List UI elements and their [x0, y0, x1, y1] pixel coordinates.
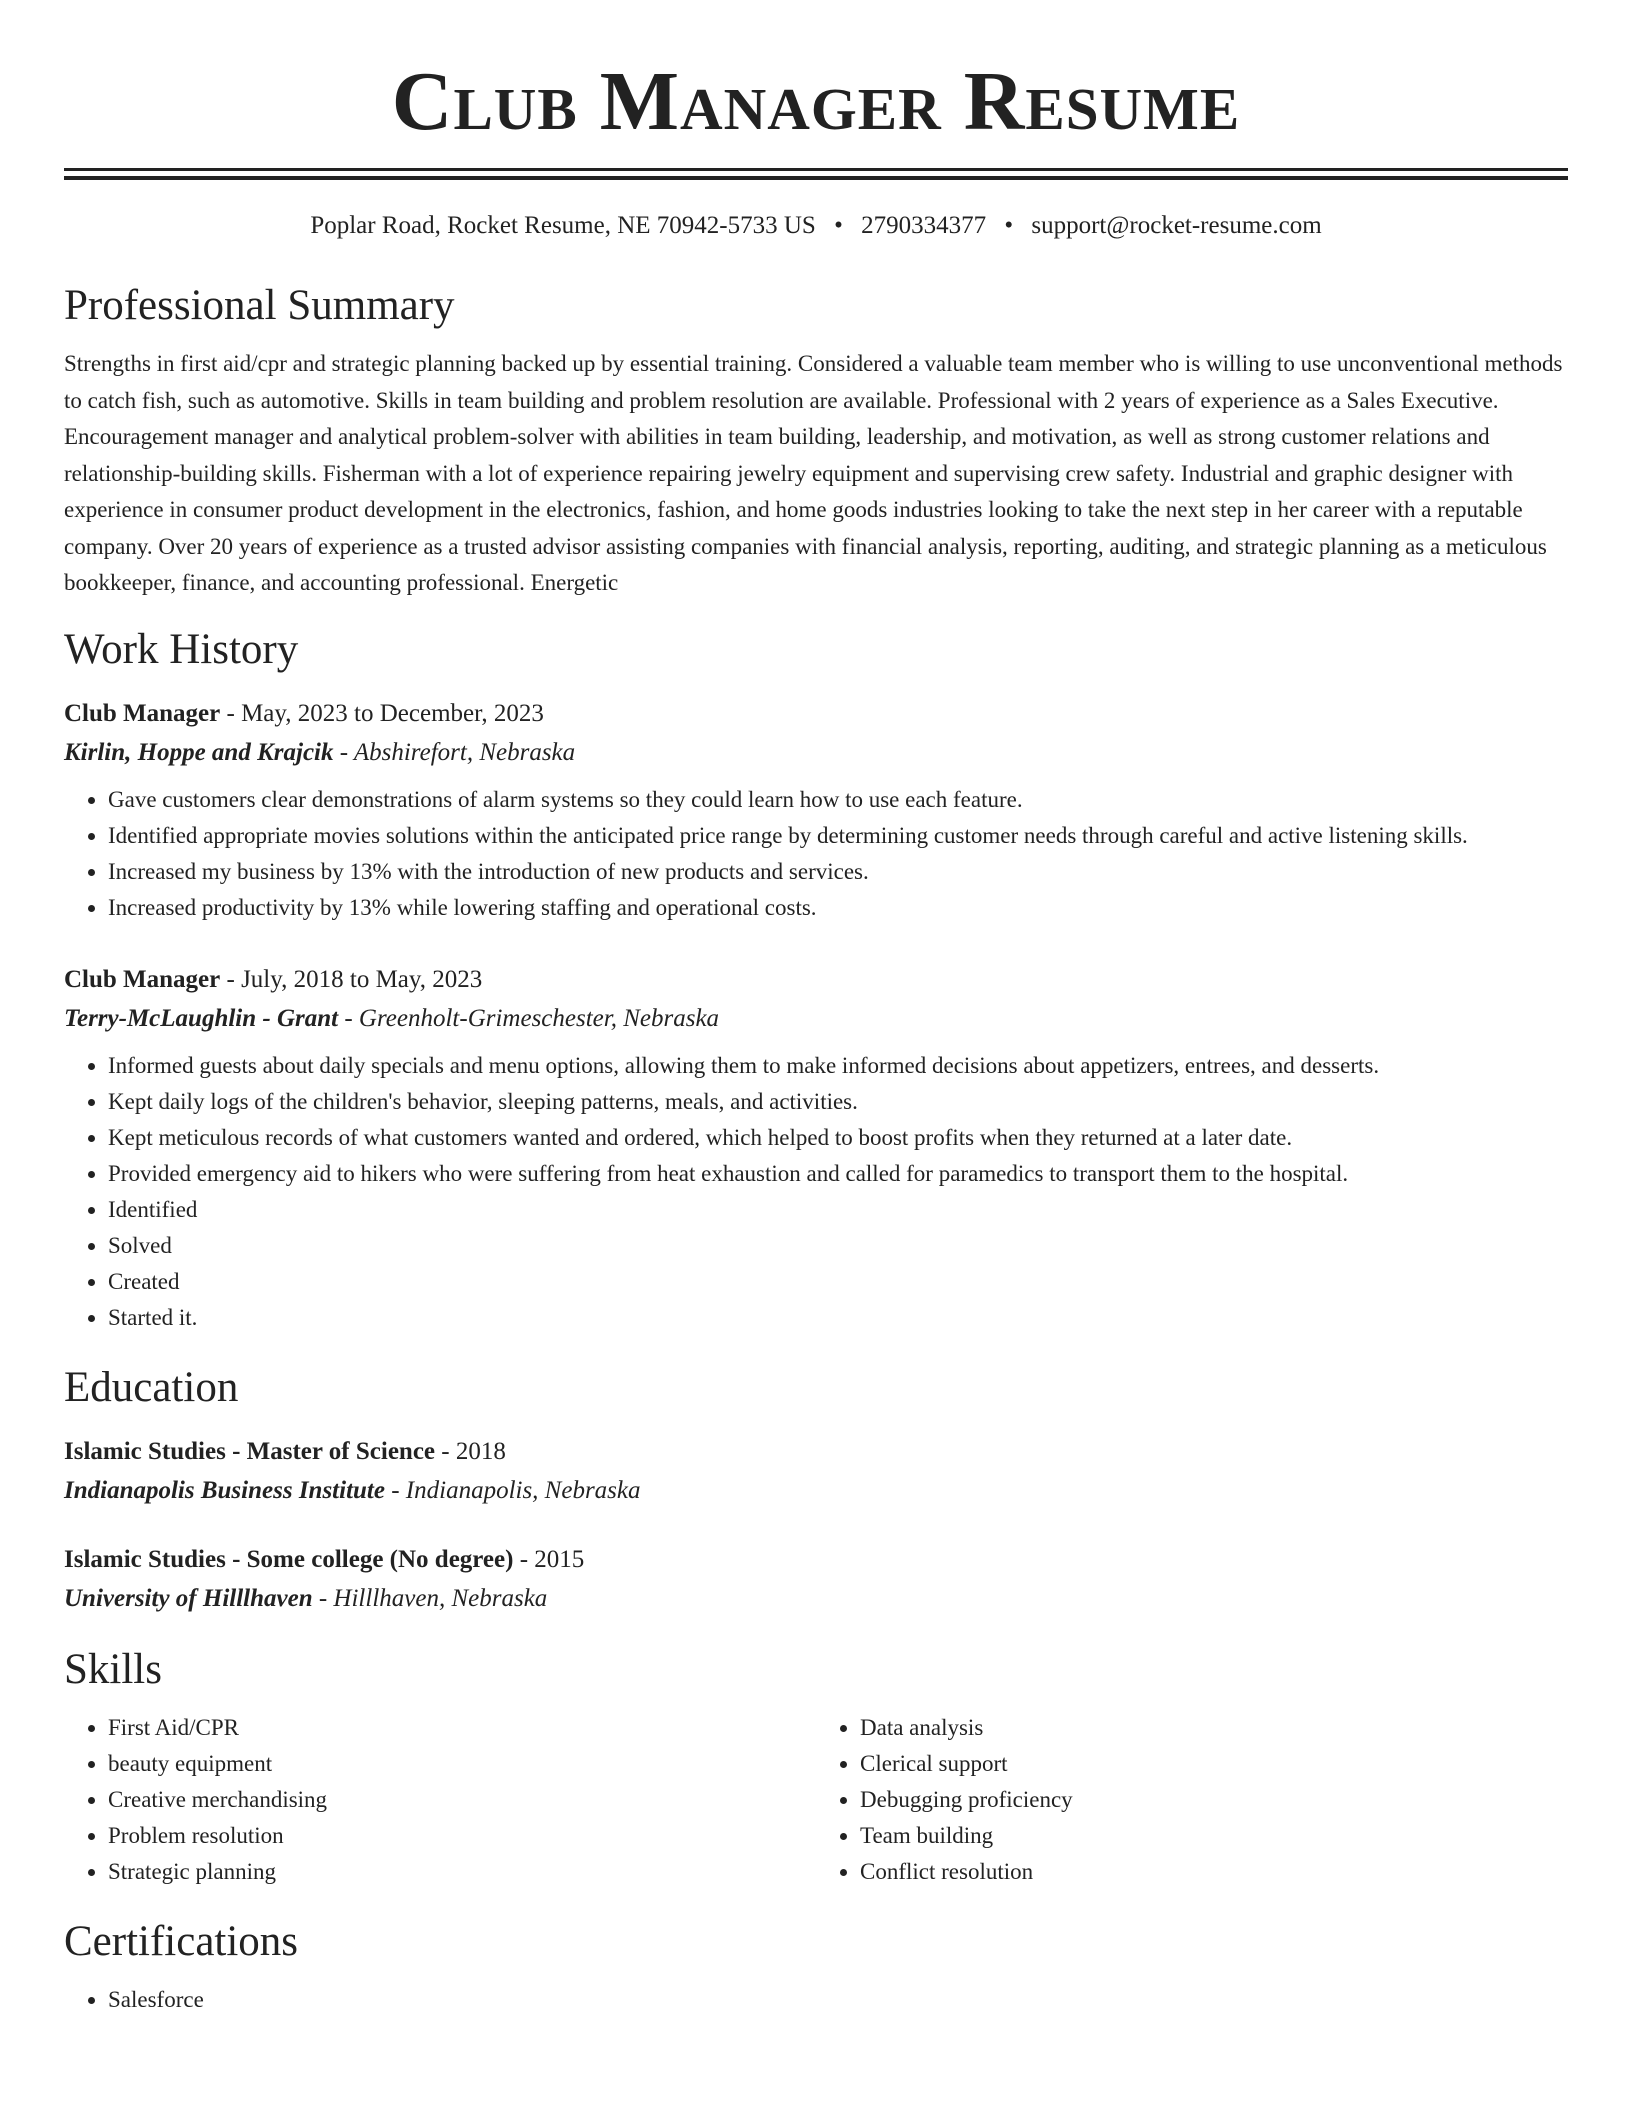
list-item: • Solved [108, 1228, 1568, 1264]
list-item: • Provided emergency aid to hikers who were suffering from heat exhaustion and called for paramedics to transport them to the hospital. [108, 1156, 1568, 1192]
list-item: • Created [108, 1264, 1568, 1300]
skill-item: • Clerical support [860, 1746, 1568, 1782]
summary-section [64, 276, 1568, 602]
list-item: • Gave customers clear demonstrations of alarm systems so they could learn how to use each feature. [108, 782, 1568, 818]
skill-item: • Team building [860, 1818, 1568, 1854]
school-location: - Indianapolis, Nebraska [384, 1476, 641, 1504]
skills-column-right [816, 1710, 1568, 1890]
contact-phone: 2790334377 [861, 212, 987, 239]
degree: Islamic Studies - Master of Science [64, 1437, 436, 1465]
skills-list [816, 1710, 1568, 1890]
skills-list [64, 1710, 816, 1890]
school-name: University of Hilllhaven [64, 1584, 313, 1612]
job-bullets [64, 782, 1568, 926]
section-heading: Certifications [64, 1917, 299, 1965]
contact-separator: • [834, 212, 843, 239]
contact-separator: • [1004, 212, 1014, 239]
degree-year: - 2018 [435, 1437, 506, 1465]
skill-item: • Problem resolution [108, 1818, 816, 1854]
school-location: - Hilllhaven, Nebraska [312, 1584, 548, 1612]
skills-section [64, 1640, 1568, 1890]
degree-line [64, 1540, 1568, 1579]
education-entry [64, 1540, 1568, 1618]
job-company-line [64, 999, 1568, 1038]
skill-item: • beauty equipment [108, 1746, 816, 1782]
section-heading: Education [64, 1363, 239, 1411]
school-name: Indianapolis Business Institute [64, 1476, 385, 1504]
list-item: • Kept daily logs of the children's behavior, sleeping patterns, meals, and activities. [108, 1084, 1568, 1120]
skills-grid [64, 1710, 1568, 1890]
skill-item: • Conflict resolution [860, 1854, 1568, 1890]
section-heading: Work History [64, 625, 299, 673]
skill-item: • First Aid/CPR [108, 1710, 816, 1746]
section-heading: Professional Summary [64, 282, 455, 329]
job-entry [64, 694, 1568, 926]
job-company: Terry-McLaughlin - Grant [64, 1004, 339, 1032]
job-title-line [64, 694, 1568, 733]
list-item: • Increased productivity by 13% while lowering staffing and operational costs. [108, 890, 1568, 926]
school-line [64, 1579, 1568, 1618]
job-bullets [64, 1048, 1568, 1336]
skill-item: • Strategic planning [108, 1854, 816, 1890]
skills-column-left [64, 1710, 816, 1890]
summary-text: Strengths in first aid/cpr and strategic planning backed up by essential training. Considered a valuable team member who is willing to use unconventional methods to catch fish, such as automotive. Skills in team building and problem resolution are available. Professional with 2 years of experience as a Sales Executive. Encouragement manager and analytical problem-solver with abilities in team building, leadership, and motivation, as well as strong customer relations and relationship-building skills. Fisherman with a lot of experience repairing jewelry equipment and supervising crew safety. Industrial and graphic designer with experience in consumer product development in the electronics, fashion, and home goods industries looking to take the next step in her career with a reputable company. Over 20 years of experience as a trusted advisor assisting companies with financial analysis, reporting, auditing, and strategic planning as a meticulous bookkeeper, finance, and accounting professional. Energetic [64, 351, 1563, 595]
job-title: Club Manager [64, 965, 221, 993]
skill-item: • Data analysis [860, 1710, 1568, 1746]
page-title: Club Manager Resume [391, 55, 1241, 148]
job-dates: - July, 2018 to May, 2023 [220, 965, 483, 993]
list-item: • Informed guests about daily specials and menu options, allowing them to make informed decisions about appetizers, entrees, and desserts. [108, 1048, 1568, 1084]
certifications-list [64, 1982, 1568, 2018]
education-section [64, 1358, 1568, 1618]
contact-address: Poplar Road, Rocket Resume, NE 70942-5733 US [310, 212, 816, 239]
list-item: • Identified [108, 1192, 1568, 1228]
job-dates: - May, 2023 to December, 2023 [220, 699, 544, 727]
certification-item: • Salesforce [108, 1982, 1568, 2018]
list-item: • Increased my business by 13% with the introduction of new products and services. [108, 854, 1568, 890]
contact-line [64, 208, 1568, 244]
job-location: - Abshirefort, Nebraska [333, 738, 576, 766]
work-history-section [64, 620, 1568, 1336]
list-item: • Started it. [108, 1300, 1568, 1336]
certifications-section [64, 1912, 1568, 2018]
section-heading: Skills [64, 1645, 162, 1693]
contact-email: support@rocket-resume.com [1031, 212, 1322, 239]
degree: Islamic Studies - Some college (No degree) [64, 1545, 514, 1573]
job-company-line [64, 733, 1568, 772]
job-company: Kirlin, Hoppe and Krajcik [64, 738, 334, 766]
list-item: • Kept meticulous records of what customers wanted and ordered, which helped to boost profits when they returned at a later date. [108, 1120, 1568, 1156]
skill-item: • Debugging proficiency [860, 1782, 1568, 1818]
list-item: • Identified appropriate movies solutions within the anticipated price range by determining customer needs through careful and active listening skills. [108, 818, 1568, 854]
school-line [64, 1471, 1568, 1510]
skill-item: • Creative merchandising [108, 1782, 816, 1818]
degree-year: - 2015 [513, 1545, 585, 1573]
job-entry [64, 960, 1568, 1336]
title-divider [64, 168, 1568, 180]
job-title-line [64, 960, 1568, 999]
job-location: - Greenholt-Grimeschester, Nebraska [338, 1004, 720, 1032]
education-entry [64, 1432, 1568, 1510]
job-title: Club Manager [64, 699, 221, 727]
degree-line [64, 1432, 1568, 1471]
